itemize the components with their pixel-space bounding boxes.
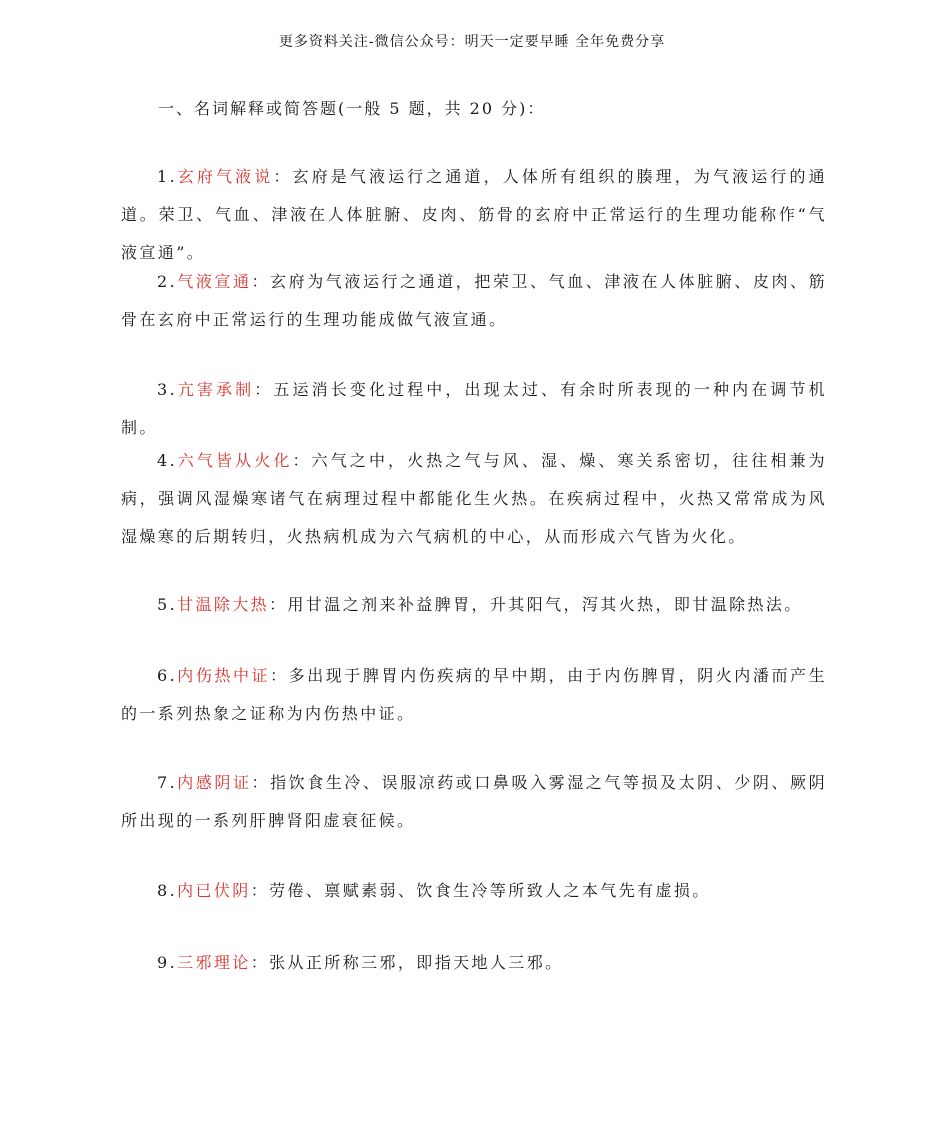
entry-7 bbox=[121, 764, 827, 840]
entry-term: 内伤热中证 bbox=[177, 666, 271, 685]
page-header-notice: 更多资料关注-微信公众号：明天一定要早睡 全年免费分享 bbox=[278, 34, 666, 50]
entry-term: 内感阴证 bbox=[177, 773, 252, 792]
entry-4 bbox=[121, 442, 827, 556]
entry-term: 六气皆从火化 bbox=[177, 451, 293, 470]
entry-definition: ：多出现于脾胃内伤疾病的早中期，由于内伤脾胃，阴火内潘而产生的一系列热象之证称为内伤热中证。 bbox=[121, 666, 827, 723]
entry-6 bbox=[121, 657, 827, 733]
entry-term: 甘温除大热 bbox=[177, 595, 270, 614]
entry-definition: ：指饮食生冷、误服凉药或口鼻吸入雾湿之气等损及太阴、少阴、厥阴所出现的一系列肝脾肾阳虚衰征候。 bbox=[121, 773, 827, 830]
entry-number: 7. bbox=[157, 773, 178, 792]
entry-number: 4. bbox=[157, 451, 178, 470]
entry-term: 玄府气液说 bbox=[177, 167, 274, 186]
entry-definition: ：用甘温之剂来补益脾胃，升其阳气，泻其火热，即甘温除热法。 bbox=[269, 595, 803, 614]
entry-term: 三邪理论 bbox=[177, 953, 251, 972]
entry-number: 6. bbox=[157, 666, 178, 685]
entry-term: 亢害承制 bbox=[177, 380, 255, 399]
entry-number: 8. bbox=[157, 881, 178, 900]
entry-3 bbox=[121, 371, 827, 447]
entry-definition: ：张从正所称三邪，即指天地人三邪。 bbox=[250, 953, 564, 972]
entry-term: 气液宣通 bbox=[177, 272, 252, 291]
entry-definition: ：玄府是气液运行之通道，人体所有组织的腠理，为气液运行的通道。荣卫、气血、津液在人体脏腑、皮肉、筋骨的玄府中正常运行的生理功能称作“气液宣通”。 bbox=[121, 167, 827, 262]
entry-definition: ：劳倦、禀赋素弱、饮食生冷等所致人之本气先有虚损。 bbox=[250, 881, 711, 900]
entry-definition: ：六气之中，火热之气与风、湿、燥、寒关系密切，往往相兼为病，强调风湿燥寒诸气在病理过程中都能化生火热。在疾病过程中，火热又常常成为风湿燥寒的后期转归，火热病机成为六气病机的中心，从而形成六气皆为火化。 bbox=[121, 451, 827, 546]
entry-1 bbox=[121, 158, 827, 272]
entry-5 bbox=[121, 586, 827, 624]
entry-term: 内已伏阴 bbox=[177, 881, 251, 900]
section-title: 一、名词解释或简答题(一般 5 题，共 20 分)： bbox=[158, 99, 546, 118]
entry-definition: ：五运消长变化过程中，出现太过、有余时所表现的一种内在调节机制。 bbox=[121, 380, 827, 437]
entry-number: 1. bbox=[157, 167, 178, 186]
entry-number: 5. bbox=[157, 595, 178, 614]
entry-2 bbox=[121, 263, 827, 339]
entry-number: 9. bbox=[157, 953, 178, 972]
entry-8 bbox=[121, 872, 827, 910]
entry-number: 2. bbox=[157, 272, 178, 291]
entry-number: 3. bbox=[157, 380, 178, 399]
entry-definition: ：玄府为气液运行之通道，把荣卫、气血、津液在人体脏腑、皮肉、筋骨在玄府中正常运行的生理功能成做气液宣通。 bbox=[121, 272, 827, 329]
entry-9 bbox=[121, 944, 827, 982]
